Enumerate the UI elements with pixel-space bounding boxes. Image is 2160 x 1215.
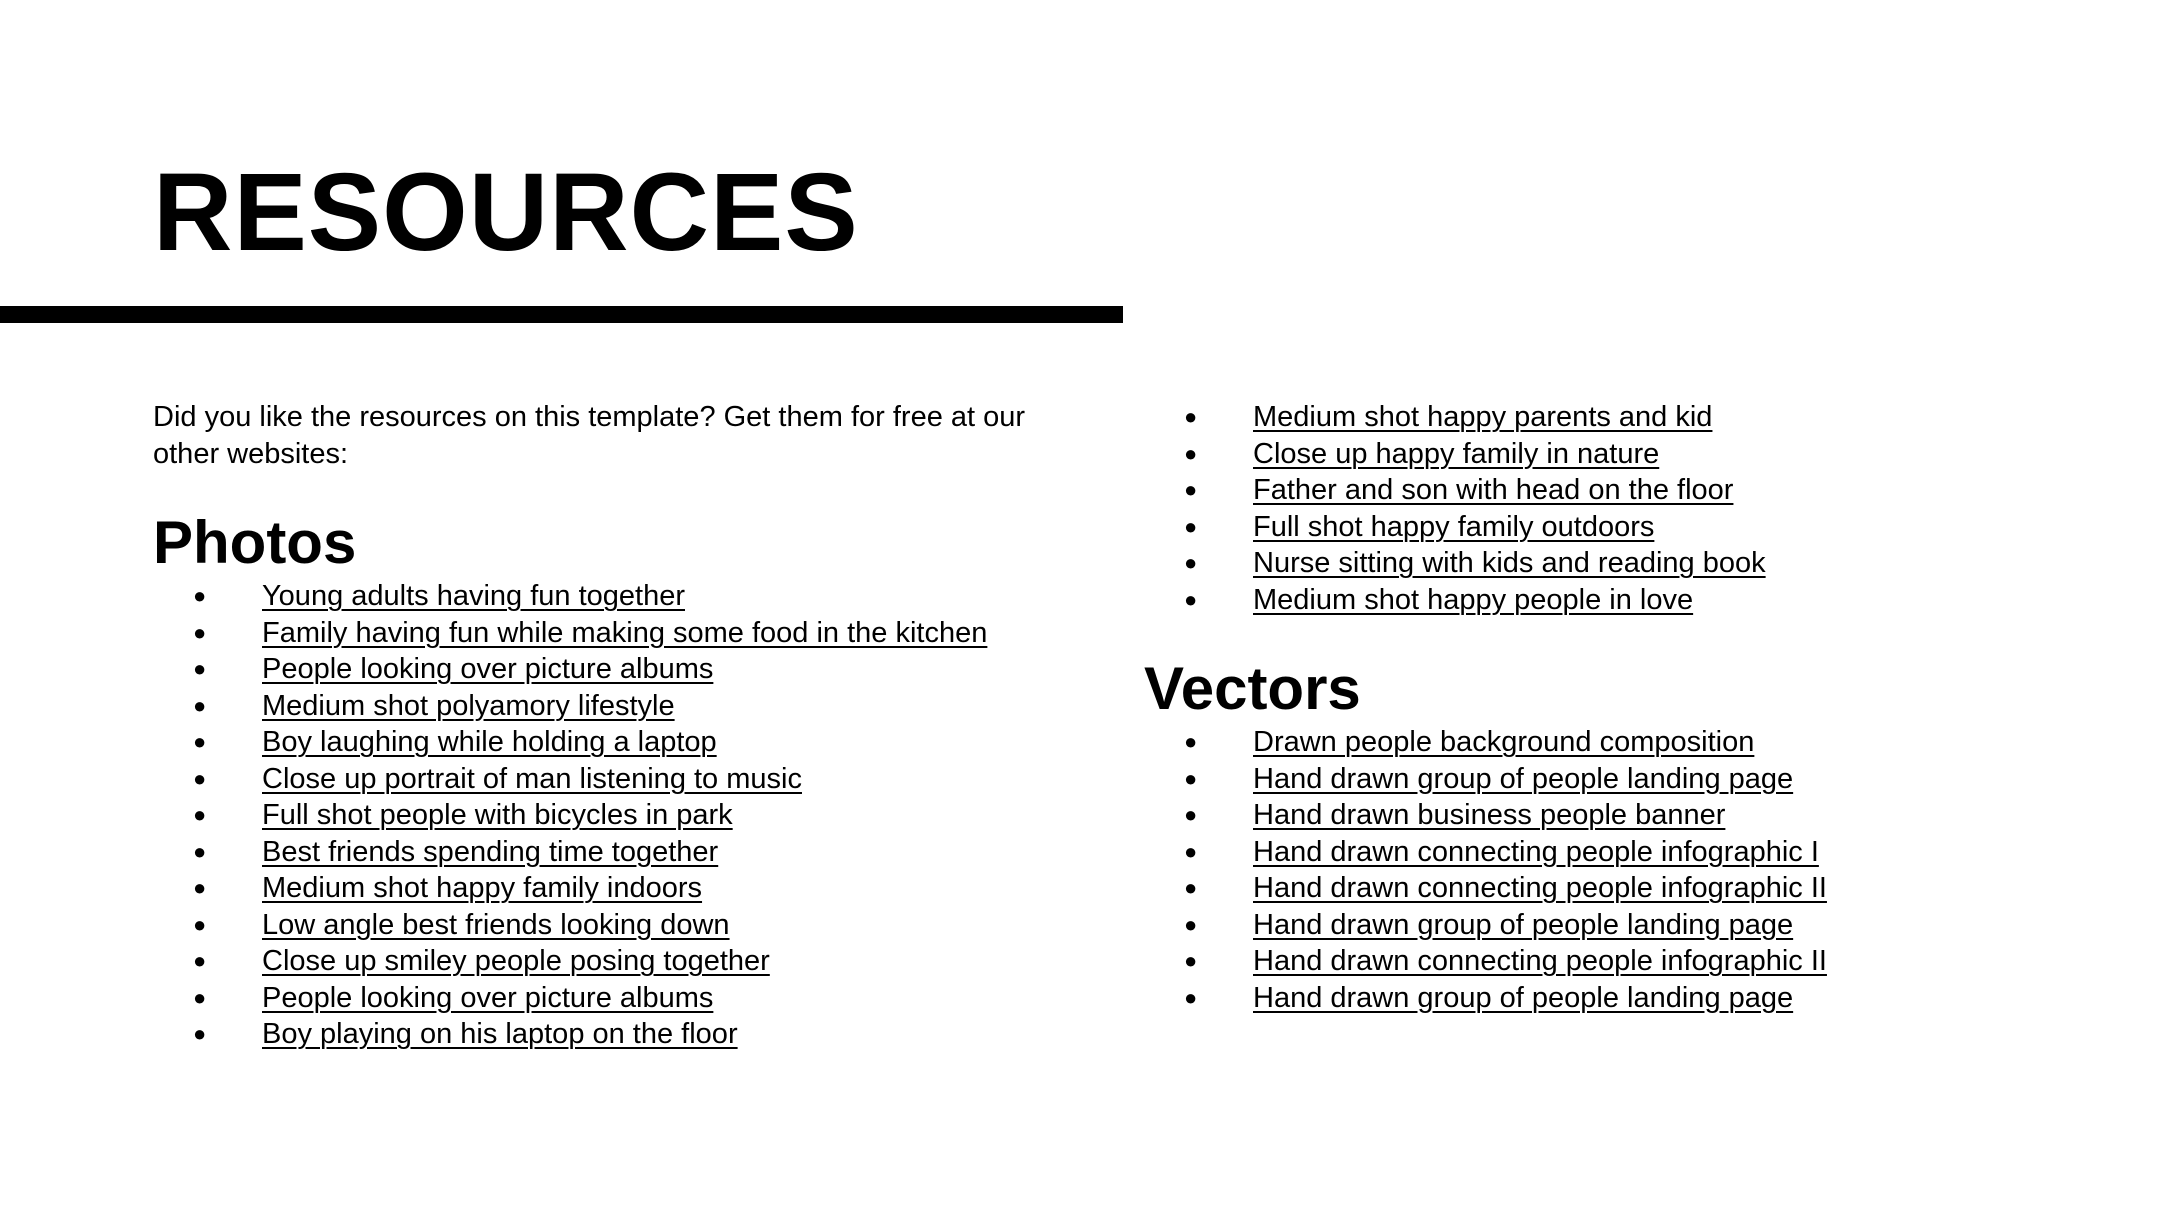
bullet-icon: ●: [1184, 948, 1198, 973]
list-item: [153, 797, 1053, 834]
bullet-icon: ●: [193, 875, 207, 900]
title-divider: [0, 306, 1123, 323]
resource-link[interactable]: Hand drawn group of people landing page: [1253, 908, 1794, 941]
bullet-icon: ●: [193, 583, 207, 608]
vectors-list: [1144, 724, 2094, 1016]
resource-link[interactable]: People looking over picture albums: [262, 653, 714, 685]
list-item: [153, 651, 1053, 688]
resource-link[interactable]: Young adults having fun together: [262, 580, 685, 612]
bullet-icon: ●: [193, 948, 207, 973]
resource-link[interactable]: Medium shot happy family indoors: [262, 872, 703, 904]
list-item: [1144, 797, 2094, 834]
bullet-icon: ●: [193, 911, 207, 937]
photos-continued-list: [1144, 399, 2094, 618]
bullet-icon: ●: [1184, 550, 1198, 575]
bullet-icon: ●: [1184, 513, 1198, 539]
list-item: [1144, 472, 2094, 509]
resource-link[interactable]: Medium shot polyamory lifestyle: [262, 689, 675, 722]
resource-link[interactable]: Nurse sitting with kids and reading book: [1253, 547, 1766, 579]
resource-link[interactable]: Hand drawn group of people landing page: [1253, 762, 1794, 795]
resource-link[interactable]: Medium shot happy people in love: [1253, 583, 1694, 616]
bullet-icon: ●: [193, 802, 207, 827]
resource-link[interactable]: Hand drawn connecting people infographic I: [1253, 835, 1819, 868]
bullet-icon: ●: [193, 656, 207, 681]
resource-link[interactable]: Hand drawn connecting people infographic II: [1253, 872, 1827, 904]
list-item: [153, 761, 1053, 798]
list-item: [153, 907, 1053, 944]
left-column: [153, 399, 1053, 1053]
bullet-icon: ●: [1184, 477, 1198, 502]
bullet-icon: ●: [1184, 440, 1198, 466]
bullet-icon: ●: [1184, 586, 1198, 612]
resource-link[interactable]: Hand drawn group of people landing page: [1253, 981, 1794, 1014]
bullet-icon: ●: [1184, 404, 1198, 429]
list-item: [153, 980, 1053, 1017]
photos-list: [153, 578, 1053, 1053]
list-item: [153, 578, 1053, 615]
resource-link[interactable]: Family having fun while making some food in the kitchen: [262, 616, 988, 649]
right-column: [1144, 399, 2094, 1016]
resource-link[interactable]: Close up smiley people posing together: [262, 945, 770, 977]
page-title: RESOURCES: [153, 151, 859, 274]
list-item: [153, 615, 1053, 652]
bullet-icon: ●: [193, 984, 207, 1010]
resource-link[interactable]: Hand drawn connecting people infographic II: [1253, 945, 1827, 977]
bullet-icon: ●: [193, 838, 207, 864]
list-item: [1144, 907, 2094, 944]
list-item: [153, 724, 1053, 761]
bullet-icon: ●: [1184, 729, 1198, 754]
bullet-icon: ●: [1184, 984, 1198, 1010]
bullet-icon: ●: [1184, 838, 1198, 864]
list-item: [153, 688, 1053, 725]
list-item: [153, 1016, 1053, 1053]
list-item: [153, 870, 1053, 907]
resource-link[interactable]: Father and son with head on the floor: [1253, 474, 1734, 506]
list-item: [1144, 870, 2094, 907]
resource-link[interactable]: Close up happy family in nature: [1253, 437, 1660, 470]
resource-link[interactable]: Low angle best friends looking down: [262, 908, 730, 941]
resource-link[interactable]: Boy laughing while holding a laptop: [262, 726, 717, 758]
bullet-icon: ●: [1184, 911, 1198, 937]
resource-link[interactable]: Close up portrait of man listening to music: [262, 762, 802, 795]
bullet-icon: ●: [193, 692, 207, 718]
resource-link[interactable]: Best friends spending time together: [262, 835, 719, 868]
photos-heading: Photos: [153, 509, 357, 576]
list-item: [1144, 761, 2094, 798]
resource-link[interactable]: Full shot happy family outdoors: [1253, 510, 1655, 543]
list-item: [1144, 724, 2094, 761]
bullet-icon: ●: [1184, 765, 1198, 791]
list-item: [1144, 834, 2094, 871]
bullet-icon: ●: [193, 729, 207, 754]
resource-link[interactable]: Drawn people background composition: [1253, 726, 1755, 758]
resource-link[interactable]: Full shot people with bicycles in park: [262, 799, 733, 831]
bullet-icon: ●: [193, 1021, 207, 1046]
resource-link[interactable]: People looking over picture albums: [262, 981, 714, 1014]
resource-link[interactable]: Hand drawn business people banner: [1253, 799, 1726, 831]
list-item: [1144, 980, 2094, 1017]
list-item: [1144, 509, 2094, 546]
list-item: [1144, 582, 2094, 619]
list-item: [1144, 436, 2094, 473]
bullet-icon: ●: [193, 765, 207, 791]
bullet-icon: ●: [1184, 802, 1198, 827]
intro-text: Did you like the resources on this template? Get them for free at our other websites:: [153, 401, 1026, 470]
list-item: [1144, 399, 2094, 436]
list-item: [153, 943, 1053, 980]
list-item: [1144, 545, 2094, 582]
bullet-icon: ●: [1184, 875, 1198, 900]
list-item: [153, 834, 1053, 871]
bullet-icon: ●: [193, 619, 207, 645]
resource-link[interactable]: Medium shot happy parents and kid: [1253, 401, 1713, 433]
resource-link[interactable]: Boy playing on his laptop on the floor: [262, 1018, 738, 1050]
vectors-heading: Vectors: [1144, 655, 1361, 722]
list-item: [1144, 943, 2094, 980]
